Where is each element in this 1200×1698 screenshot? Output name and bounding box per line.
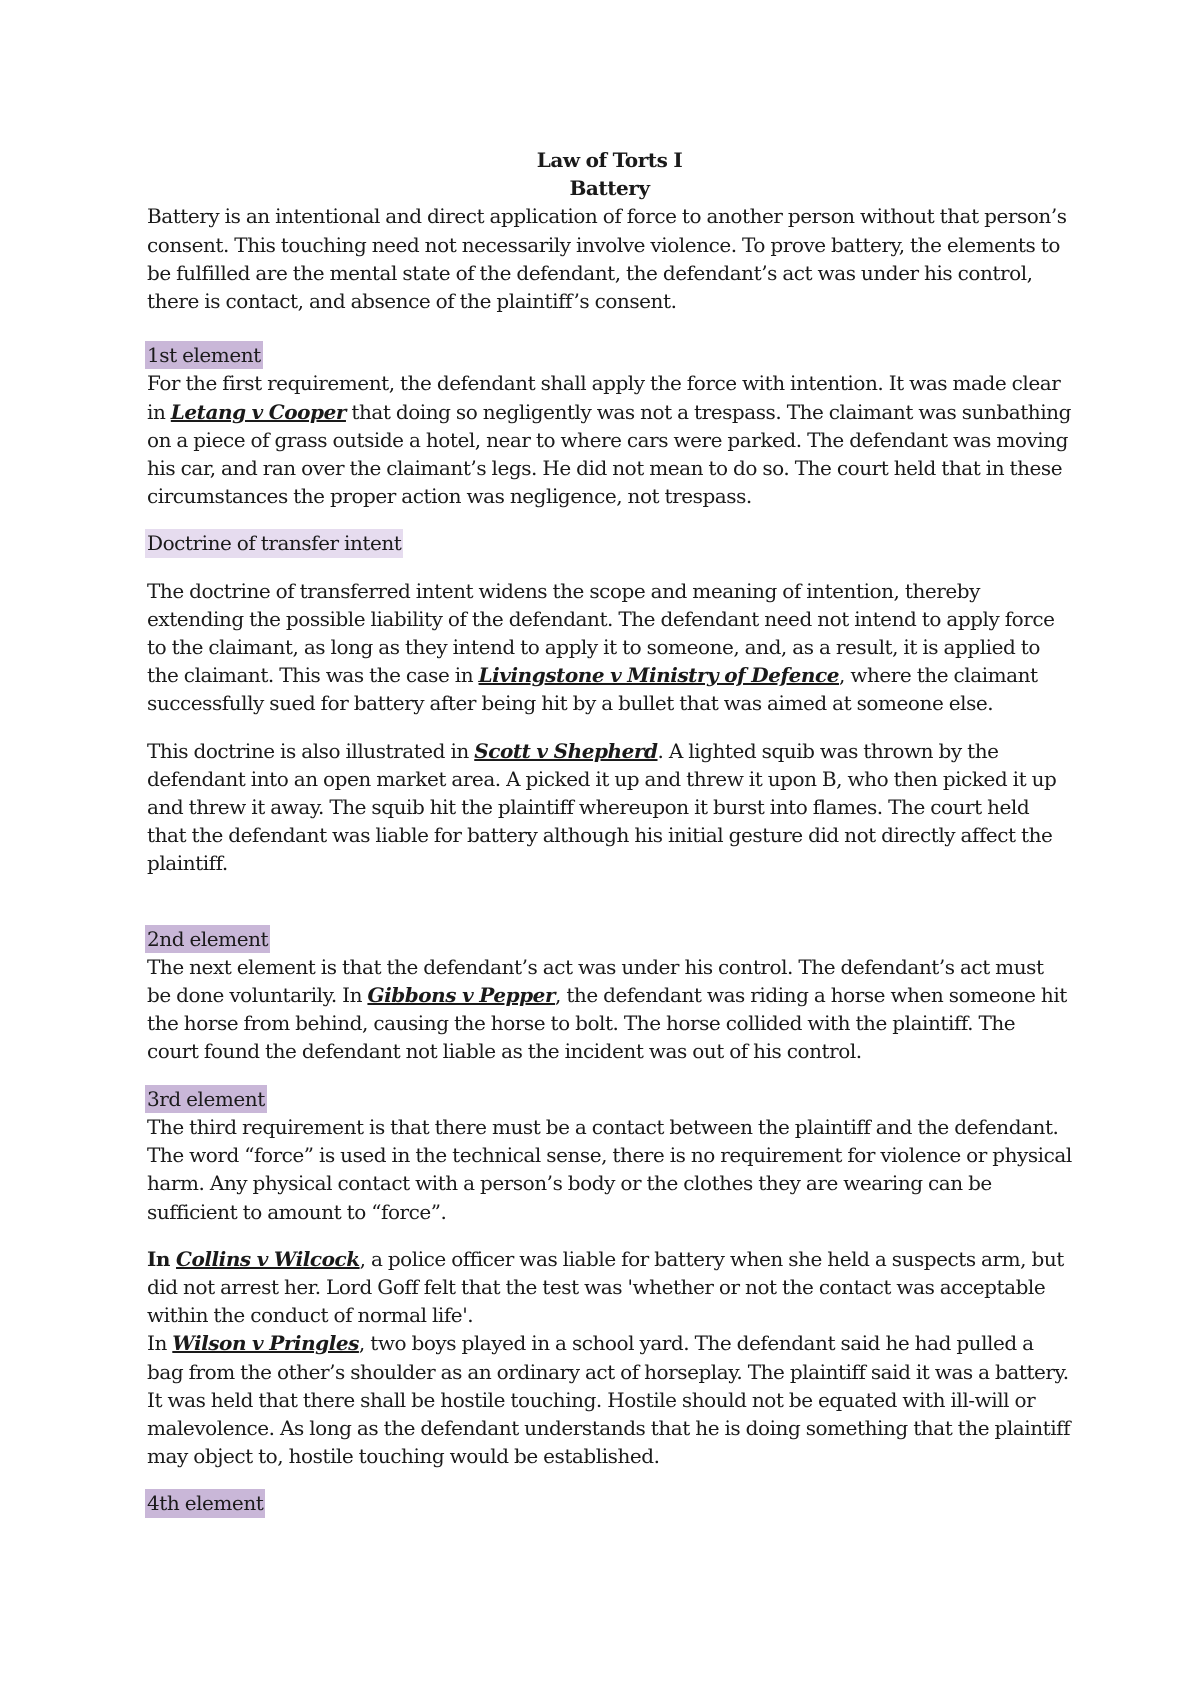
paragraph-collins-v-wilcock	[147, 1245, 1072, 1330]
document-subtitle: Battery	[569, 176, 650, 201]
heading-1st-element: 1st element	[145, 341, 263, 369]
text: The next element is that the defendant’s act was under his control. The defendant’s act must be done voluntarily. In	[147, 954, 1044, 1008]
text: In	[147, 1331, 173, 1356]
paragraph-scott-v-shepherd	[147, 737, 1072, 878]
heading-doctrine-of-transfer-intent: Doctrine of transfer intent	[145, 529, 403, 557]
text: For the first requirement, the defendant shall apply the force with intention. It was made clear in	[147, 371, 1061, 424]
paragraph-1st-element	[147, 369, 1072, 510]
spacer	[147, 1470, 1072, 1489]
spacer	[147, 718, 1072, 737]
spacer	[147, 315, 1072, 341]
text: The doctrine of transferred intent widens the scope and meaning of intention, thereby extending the possible liability of the defendant. The defendant need not intend to apply force to the claimant, as long as they intend to apply it to someone, and, as a result, it is applied to the claimant. This was the case in	[147, 578, 1055, 688]
heading-2nd-element: 2nd element	[145, 925, 270, 953]
spacer	[147, 558, 1072, 577]
heading-3rd-element: 3rd element	[145, 1085, 267, 1113]
text: that doing so negligently was not a trespass. The claimant was sunbathing on a piece of grass outside a hotel, near to where cars were parked. The defendant was moving his car, and ran over the claimant’s legs. He did not mean to do so. The court held that in these circumstances the proper action was negligence, not trespass.	[147, 399, 1071, 509]
text: , the defendant was riding a horse when someone hit the horse from behind, causing the horse to bolt. The horse collided with the plaintiff. The court found the defendant not liable as the incident was out of his control.	[147, 983, 1067, 1064]
paragraph-3rd-element: The third requirement is that there must be a contact between the plaintiff and the defendant. The word “force” is used in the technical sense, there is no requirement for violence or physical harm. Any physical contact with a person’s body or the clothes they are wearing can be sufficient to amount to “force”.	[147, 1114, 1072, 1224]
text: . A lighted squib was thrown by the defendant into an open market area. A picked it up and threw it upon B, who then picked it up and threw it away. The squib hit the plaintiff whereupon it burst into flames. The court held that the defendant was liable for battery although his initial gesture did not directly affect the plaintiff.	[147, 738, 1057, 876]
case-scott-v-shepherd: Scott v Shepherd	[474, 738, 658, 763]
text: , where the claimant successfully sued for battery after being hit by a bullet that was aimed at someone else.	[147, 663, 1038, 716]
intro-paragraph: Battery is an intentional and direct application of force to another person without that person’s consent. This touching need not necessarily involve violence. To prove battery, the elements to be fulfilled are the mental state of the defendant, the defendant’s act was under his control, there is contact, and absence of the plaintiff’s consent.	[147, 204, 1067, 314]
document-title: Law of Torts I	[536, 148, 683, 172]
document-body	[147, 146, 1072, 1518]
heading-4th-element: 4th element	[145, 1489, 265, 1517]
paragraph-transferred-intent	[147, 577, 1072, 718]
text: , a police officer was liable for battery when she held a suspects arm, but did not arrest her. Lord Goff felt that the test was 'whether or not the contact was acceptable within the conduct of normal life'.	[147, 1246, 1064, 1328]
paragraph-wilson-v-pringles	[147, 1329, 1072, 1470]
case-collins-v-wilcock: Collins v Wilcock	[176, 1246, 360, 1271]
text: , two boys played in a school yard. The defendant said he had pulled a bag from the other’s shoulder as an ordinary act of horseplay. The plaintiff said it was a battery. It was held that there shall be hostile touching. Hostile should not be equated with ill-will or malevolence. As long as the defendant understands that he is doing something that the plaintiff may object to, hostile touching would be established.	[147, 1331, 1071, 1469]
case-gibbons-v-pepper: Gibbons v Pepper	[367, 983, 556, 1008]
text: In	[147, 1246, 177, 1271]
spacer	[147, 1226, 1072, 1245]
spacer	[147, 510, 1072, 529]
case-letang-v-cooper: Letang v Cooper	[170, 399, 346, 424]
case-wilson-v-pringles: Wilson v Pringles	[172, 1331, 359, 1356]
spacer	[147, 1066, 1072, 1085]
case-livingstone-v-mod: Livingstone v Ministry of Defence	[478, 663, 839, 688]
text: This doctrine is also illustrated in	[147, 738, 475, 763]
spacer	[147, 878, 1072, 925]
paragraph-2nd-element	[147, 953, 1072, 1066]
